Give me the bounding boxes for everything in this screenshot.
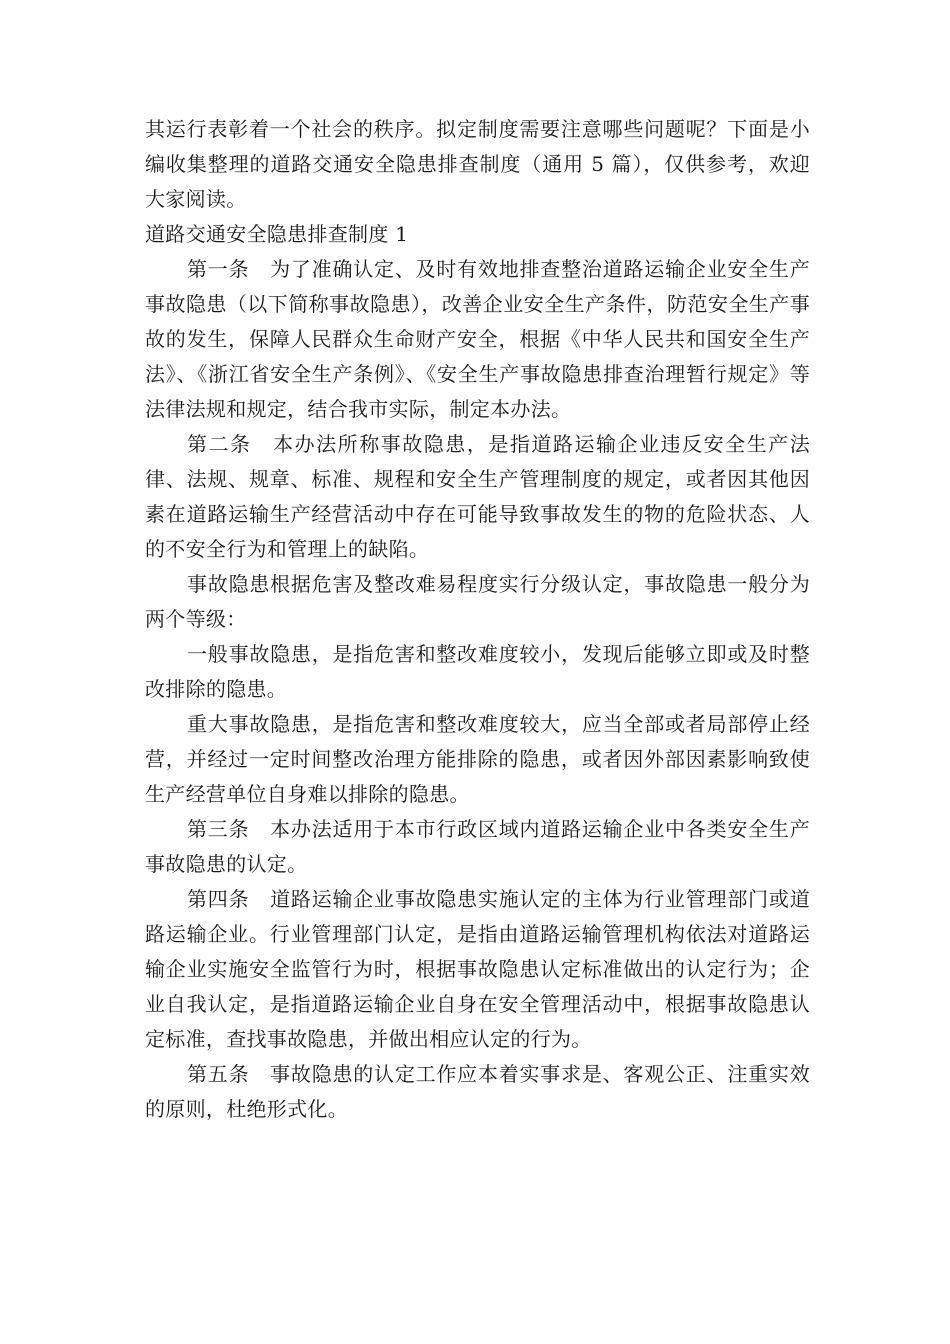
article-3-paragraph: 第三条 本办法适用于本市行政区域内道路运输企业中各类安全生产事故隐患的认定。 [145,817,810,876]
article-5-paragraph: 第五条 事故隐患的认定工作应本着实事求是、客观公正、注重实效的原则，杜绝形式化。 [145,1062,810,1121]
major-hazard-paragraph: 重大事故隐患，是指危害和整改难度较大，应当全部或者局部停止经营，并经过一定时间整改治理方能排除的隐患，或者因外部因素影响致使生产经营单位自身难以排除的隐患。 [145,712,810,806]
grading-paragraph: 事故隐患根据危害及整改难易程度实行分级认定，事故隐患一般分为两个等级： [145,572,810,631]
intro-paragraph: 其运行表彰着一个社会的秩序。拟定制度需要注意哪些问题呢？下面是小编收集整理的道路交通安全隐患排查制度（通用 5 篇），仅供参考，欢迎大家阅读。 [145,117,810,211]
general-hazard-paragraph: 一般事故隐患，是指危害和整改难度较小，发现后能够立即或及时整改排除的隐患。 [145,642,810,701]
article-4-paragraph: 第四条 道路运输企业事故隐患实施认定的主体为行业管理部门或道路运输企业。行业管理部门认定，是指由道路运输管理机构依法对道路运输企业实施安全监管行为时，根据事故隐患认定标准做出的认定行为；企业自我认定，是指道路运输企业自身在安全管理活动中，根据事故隐患认定标准，查找事故隐患，并做出相应认定的行为。 [145,887,810,1051]
document-body [145,112,810,1127]
section-title: 道路交通安全隐患排查制度 1 [145,222,409,246]
article-1-paragraph: 第一条 为了准确认定、及时有效地排查整治道路运输企业安全生产事故隐患（以下简称事故隐患），改善企业安全生产条件，防范安全生产事故的发生，保障人民群众生命财产安全，根据《中华人民共和国安全生产法》、《浙江省安全生产条例》、《安全生产事故隐患排查治理暂行规定》等法律法规和规定，结合我市实际，制定本办法。 [145,257,810,421]
article-2-paragraph: 第二条 本办法所称事故隐患，是指道路运输企业违反安全生产法律、法规、规章、标准、规程和安全生产管理制度的规定，或者因其他因素在道路运输生产经营活动中存在可能导致事故发生的物的危险状态、人的不安全行为和管理上的缺陷。 [145,432,810,561]
